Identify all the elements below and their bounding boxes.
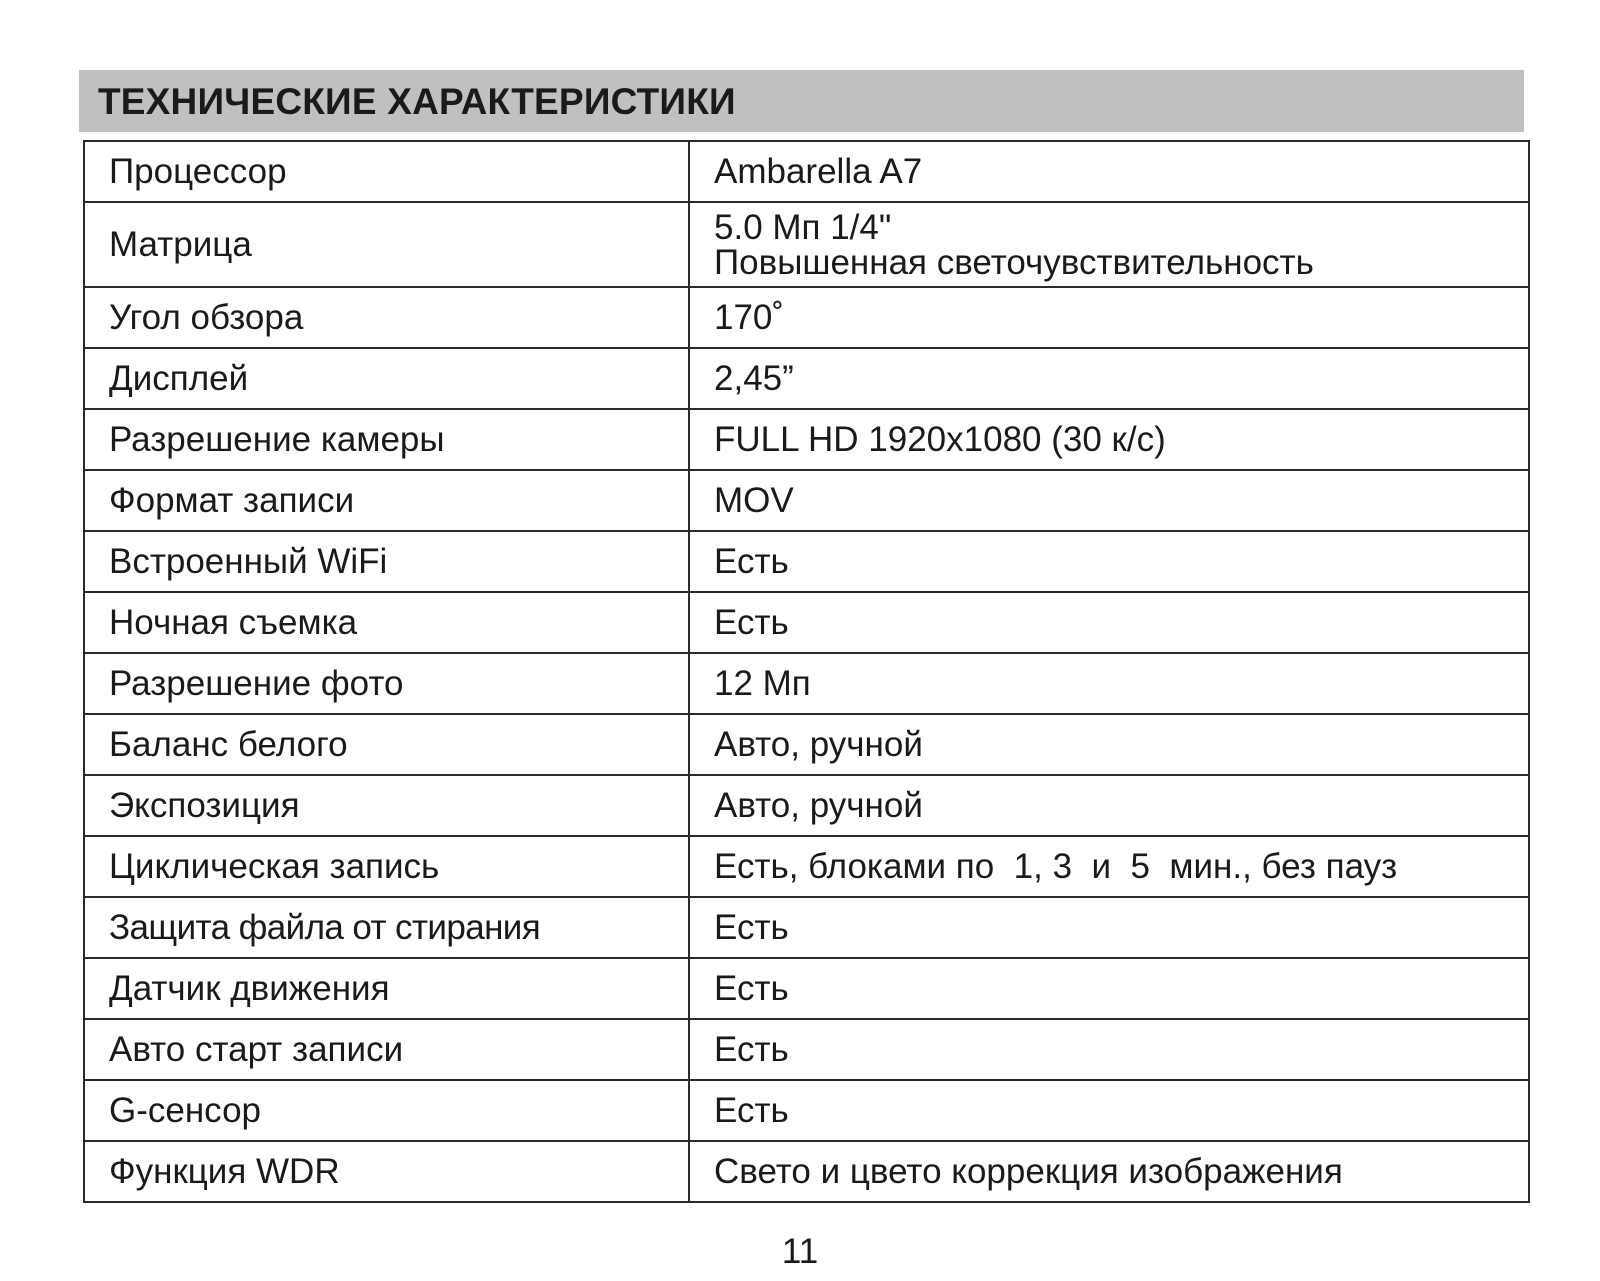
- spec-value: FULL HD 1920x1080 (30 к/с): [689, 409, 1529, 470]
- table-row: [84, 653, 1529, 714]
- spec-value: Есть: [689, 1080, 1529, 1141]
- spec-table: [83, 140, 1530, 1203]
- spec-label: Баланс белого: [84, 714, 689, 775]
- spec-label: Угол обзора: [84, 287, 689, 348]
- spec-value: Есть: [689, 958, 1529, 1019]
- spec-value: Ambarella A7: [689, 141, 1529, 202]
- spec-value: [689, 202, 1529, 287]
- spec-value: Есть: [689, 592, 1529, 653]
- table-row: [84, 592, 1529, 653]
- spec-value: Есть: [689, 897, 1529, 958]
- spec-value: Есть: [689, 531, 1529, 592]
- spec-label: Разрешение камеры: [84, 409, 689, 470]
- spec-label: Ночная съемка: [84, 592, 689, 653]
- spec-value-line: Повышенная светочувствительность: [714, 242, 1314, 282]
- section-title: ТЕХНИЧЕСКИЕ ХАРАКТЕРИСТИКИ: [98, 81, 736, 122]
- table-row: [84, 775, 1529, 836]
- table-row: [84, 531, 1529, 592]
- spec-value-line: 5.0 Мп 1/4": [714, 207, 892, 247]
- table-row: [84, 287, 1529, 348]
- spec-value: 2,45”: [689, 348, 1529, 409]
- table-row: [84, 958, 1529, 1019]
- spec-value: Свето и цвето коррекция изображения: [689, 1141, 1529, 1202]
- spec-label: Дисплей: [84, 348, 689, 409]
- table-row: [84, 348, 1529, 409]
- spec-label: Встроенный WiFi: [84, 531, 689, 592]
- spec-value: MOV: [689, 470, 1529, 531]
- spec-value: 170˚: [689, 287, 1529, 348]
- table-row: [84, 1080, 1529, 1141]
- section-header: [79, 70, 1524, 132]
- spec-label: G-сенсор: [84, 1080, 689, 1141]
- spec-label: Процессор: [84, 141, 689, 202]
- spec-value: Авто, ручной: [689, 714, 1529, 775]
- spec-label: Авто старт записи: [84, 1019, 689, 1080]
- spec-label: Формат записи: [84, 470, 689, 531]
- spec-label: Датчик движения: [84, 958, 689, 1019]
- table-row: [84, 836, 1529, 897]
- spec-label: Матрица: [84, 202, 689, 287]
- spec-label: Циклическая запись: [84, 836, 689, 897]
- spec-label: Функция WDR: [84, 1141, 689, 1202]
- page-number: 11: [781, 1232, 819, 1271]
- spec-value: Есть: [689, 1019, 1529, 1080]
- spec-label: Защита файла от стирания: [84, 897, 689, 958]
- table-row: [84, 409, 1529, 470]
- spec-value: Авто, ручной: [689, 775, 1529, 836]
- spec-label: Разрешение фото: [84, 653, 689, 714]
- table-row: [84, 141, 1529, 202]
- table-row: [84, 1141, 1529, 1202]
- table-row: [84, 714, 1529, 775]
- table-row: [84, 1019, 1529, 1080]
- table-row: [84, 202, 1529, 287]
- table-row: [84, 470, 1529, 531]
- spec-value: Есть, блоками по 1, 3 и 5 мин., без пауз: [689, 836, 1529, 897]
- table-row: [84, 897, 1529, 958]
- spec-value: 12 Мп: [689, 653, 1529, 714]
- spec-label: Экспозиция: [84, 775, 689, 836]
